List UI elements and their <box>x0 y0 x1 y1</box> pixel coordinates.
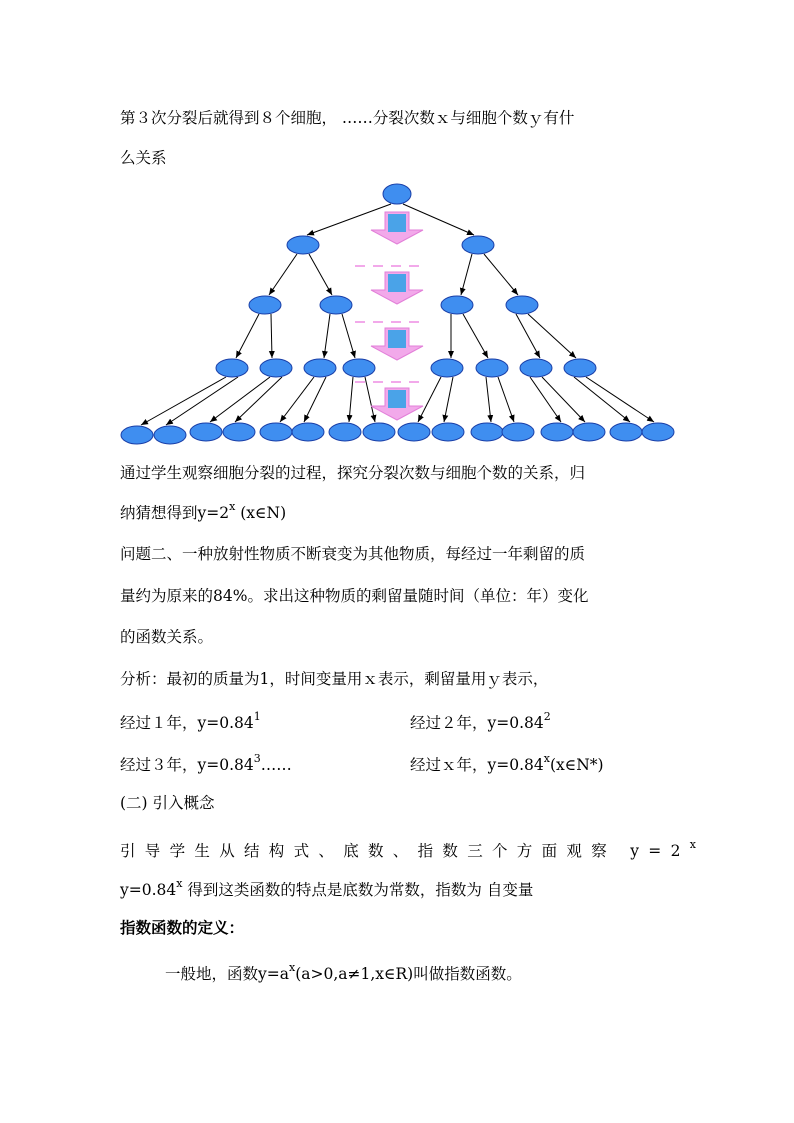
analysis-year2 <box>410 709 551 733</box>
cell <box>292 423 324 441</box>
cell <box>343 359 375 377</box>
section2-heading: (二) 引入概念 <box>120 794 215 812</box>
cell <box>398 423 430 441</box>
problem2-line3: 的函数关系。 <box>120 628 214 646</box>
yearx-text: 经过ｘ年，y=0.84 <box>410 756 544 774</box>
division-arrow <box>342 314 355 358</box>
division-arrow <box>530 377 561 422</box>
para2-line2-sup: x <box>229 499 236 513</box>
definition-body <box>165 960 522 984</box>
cell <box>329 423 361 441</box>
division-arrow <box>484 254 518 295</box>
cell <box>287 236 319 254</box>
division-arrow <box>280 377 314 422</box>
division-arrow <box>309 254 332 295</box>
division-arrow <box>269 254 297 295</box>
division-arrow <box>271 314 272 358</box>
division-arrow <box>418 377 441 422</box>
definition-title: 指数函数的定义： <box>120 919 245 937</box>
division-arrow <box>516 314 540 358</box>
guide2-sup: x <box>176 876 183 890</box>
para1-line2: 么关系 <box>120 149 167 167</box>
yearx-sup: x <box>543 751 550 765</box>
down-arrow-icon <box>371 272 423 304</box>
division-arrow <box>463 314 488 358</box>
division-arrow <box>444 377 453 422</box>
analysis-year3 <box>120 751 292 775</box>
division-arrow <box>210 377 270 422</box>
cell <box>190 423 222 441</box>
year2-sup: 2 <box>543 709 551 723</box>
cell <box>506 296 538 314</box>
year3-sup: 3 <box>253 751 261 765</box>
guide-text: 引导学生从结构式、底数、指数三个方面观察 y=2 <box>120 842 690 860</box>
cell <box>154 426 186 444</box>
para1-line1: 第３次分裂后就得到８个细胞， ……分裂次数ｘ与细胞个数ｙ有什 <box>120 109 575 127</box>
division-arrow <box>365 377 375 422</box>
division-arrow <box>461 254 472 295</box>
division-arrow <box>304 377 326 422</box>
cell <box>573 423 605 441</box>
cell <box>610 423 642 441</box>
division-arrow <box>324 314 330 358</box>
cell <box>260 359 292 377</box>
analysis-yearx <box>410 751 604 775</box>
cell <box>462 236 494 254</box>
step-arrows <box>355 212 425 420</box>
cell <box>564 359 596 377</box>
problem2-line1: 问题二、一种放射性物质不断衰变为其他物质，每经过一年剩留的质 <box>120 545 586 563</box>
cell <box>320 296 352 314</box>
definition-post: (a>0,a≠1,x∈R)叫做指数函数。 <box>295 965 522 983</box>
cell <box>432 423 464 441</box>
division-arrow <box>528 314 576 358</box>
division-arrow <box>586 377 654 422</box>
para2-line1: 通过学生观察细胞分裂的过程，探究分裂次数与细胞个数的关系，归 <box>120 464 586 482</box>
cell <box>431 359 463 377</box>
cell <box>476 359 508 377</box>
year1-sup: 1 <box>253 709 261 723</box>
guide2-text: y=0.84 <box>120 881 177 899</box>
cell <box>363 423 395 441</box>
down-arrow-icon <box>371 388 423 420</box>
definition-sup: x <box>289 960 296 974</box>
cell <box>260 423 292 441</box>
cell-division-diagram <box>110 180 690 450</box>
year1-text: 经过１年，y=0.84 <box>120 714 254 732</box>
cell <box>642 423 674 441</box>
analysis-year1 <box>120 709 261 733</box>
year3-tail: …… <box>260 756 292 774</box>
division-arrow <box>542 377 585 422</box>
division-arrow <box>236 314 259 358</box>
cell <box>383 184 411 204</box>
guide2-tail: 得到这类函数的特点是底数为常数，指数为 自变量 <box>182 881 534 899</box>
guide-sup: x <box>689 837 706 851</box>
division-arrow <box>498 377 514 422</box>
year3-text: 经过３年，y=0.84 <box>120 756 254 774</box>
division-arrow <box>141 377 226 425</box>
cell <box>304 359 336 377</box>
para2-line2-text: 纳猜想得到y=2 <box>120 504 230 522</box>
division-arrow <box>235 377 282 422</box>
para2-line2 <box>120 499 287 523</box>
down-arrow-icon <box>371 328 423 360</box>
cell <box>249 296 281 314</box>
cell <box>223 423 255 441</box>
cell <box>216 359 248 377</box>
section2-guide <box>120 837 706 861</box>
para2-line2-tail: (x∈N) <box>235 504 287 522</box>
year2-text: 经过２年，y=0.84 <box>410 714 544 732</box>
yearx-tail: (x∈N*) <box>549 756 604 774</box>
division-arrow <box>166 377 238 425</box>
analysis-intro: 分析：最初的质量为1，时间变量用ｘ表示，剩留量用ｙ表示， <box>120 670 549 688</box>
cell <box>471 423 503 441</box>
cell <box>441 296 473 314</box>
division-arrow <box>574 377 630 422</box>
cell <box>520 359 552 377</box>
cell <box>541 423 573 441</box>
division-arrow <box>486 377 491 422</box>
problem2-line2: 量约为原来的84%。求出这种物质的剩留量随时间（单位：年）变化 <box>120 587 589 605</box>
cell <box>121 426 153 444</box>
division-arrow <box>349 377 353 422</box>
section2-guide2 <box>120 876 534 900</box>
definition-pre: 一般地，函数y=a <box>165 965 289 983</box>
down-arrow-icon <box>371 212 423 244</box>
cell <box>502 423 534 441</box>
